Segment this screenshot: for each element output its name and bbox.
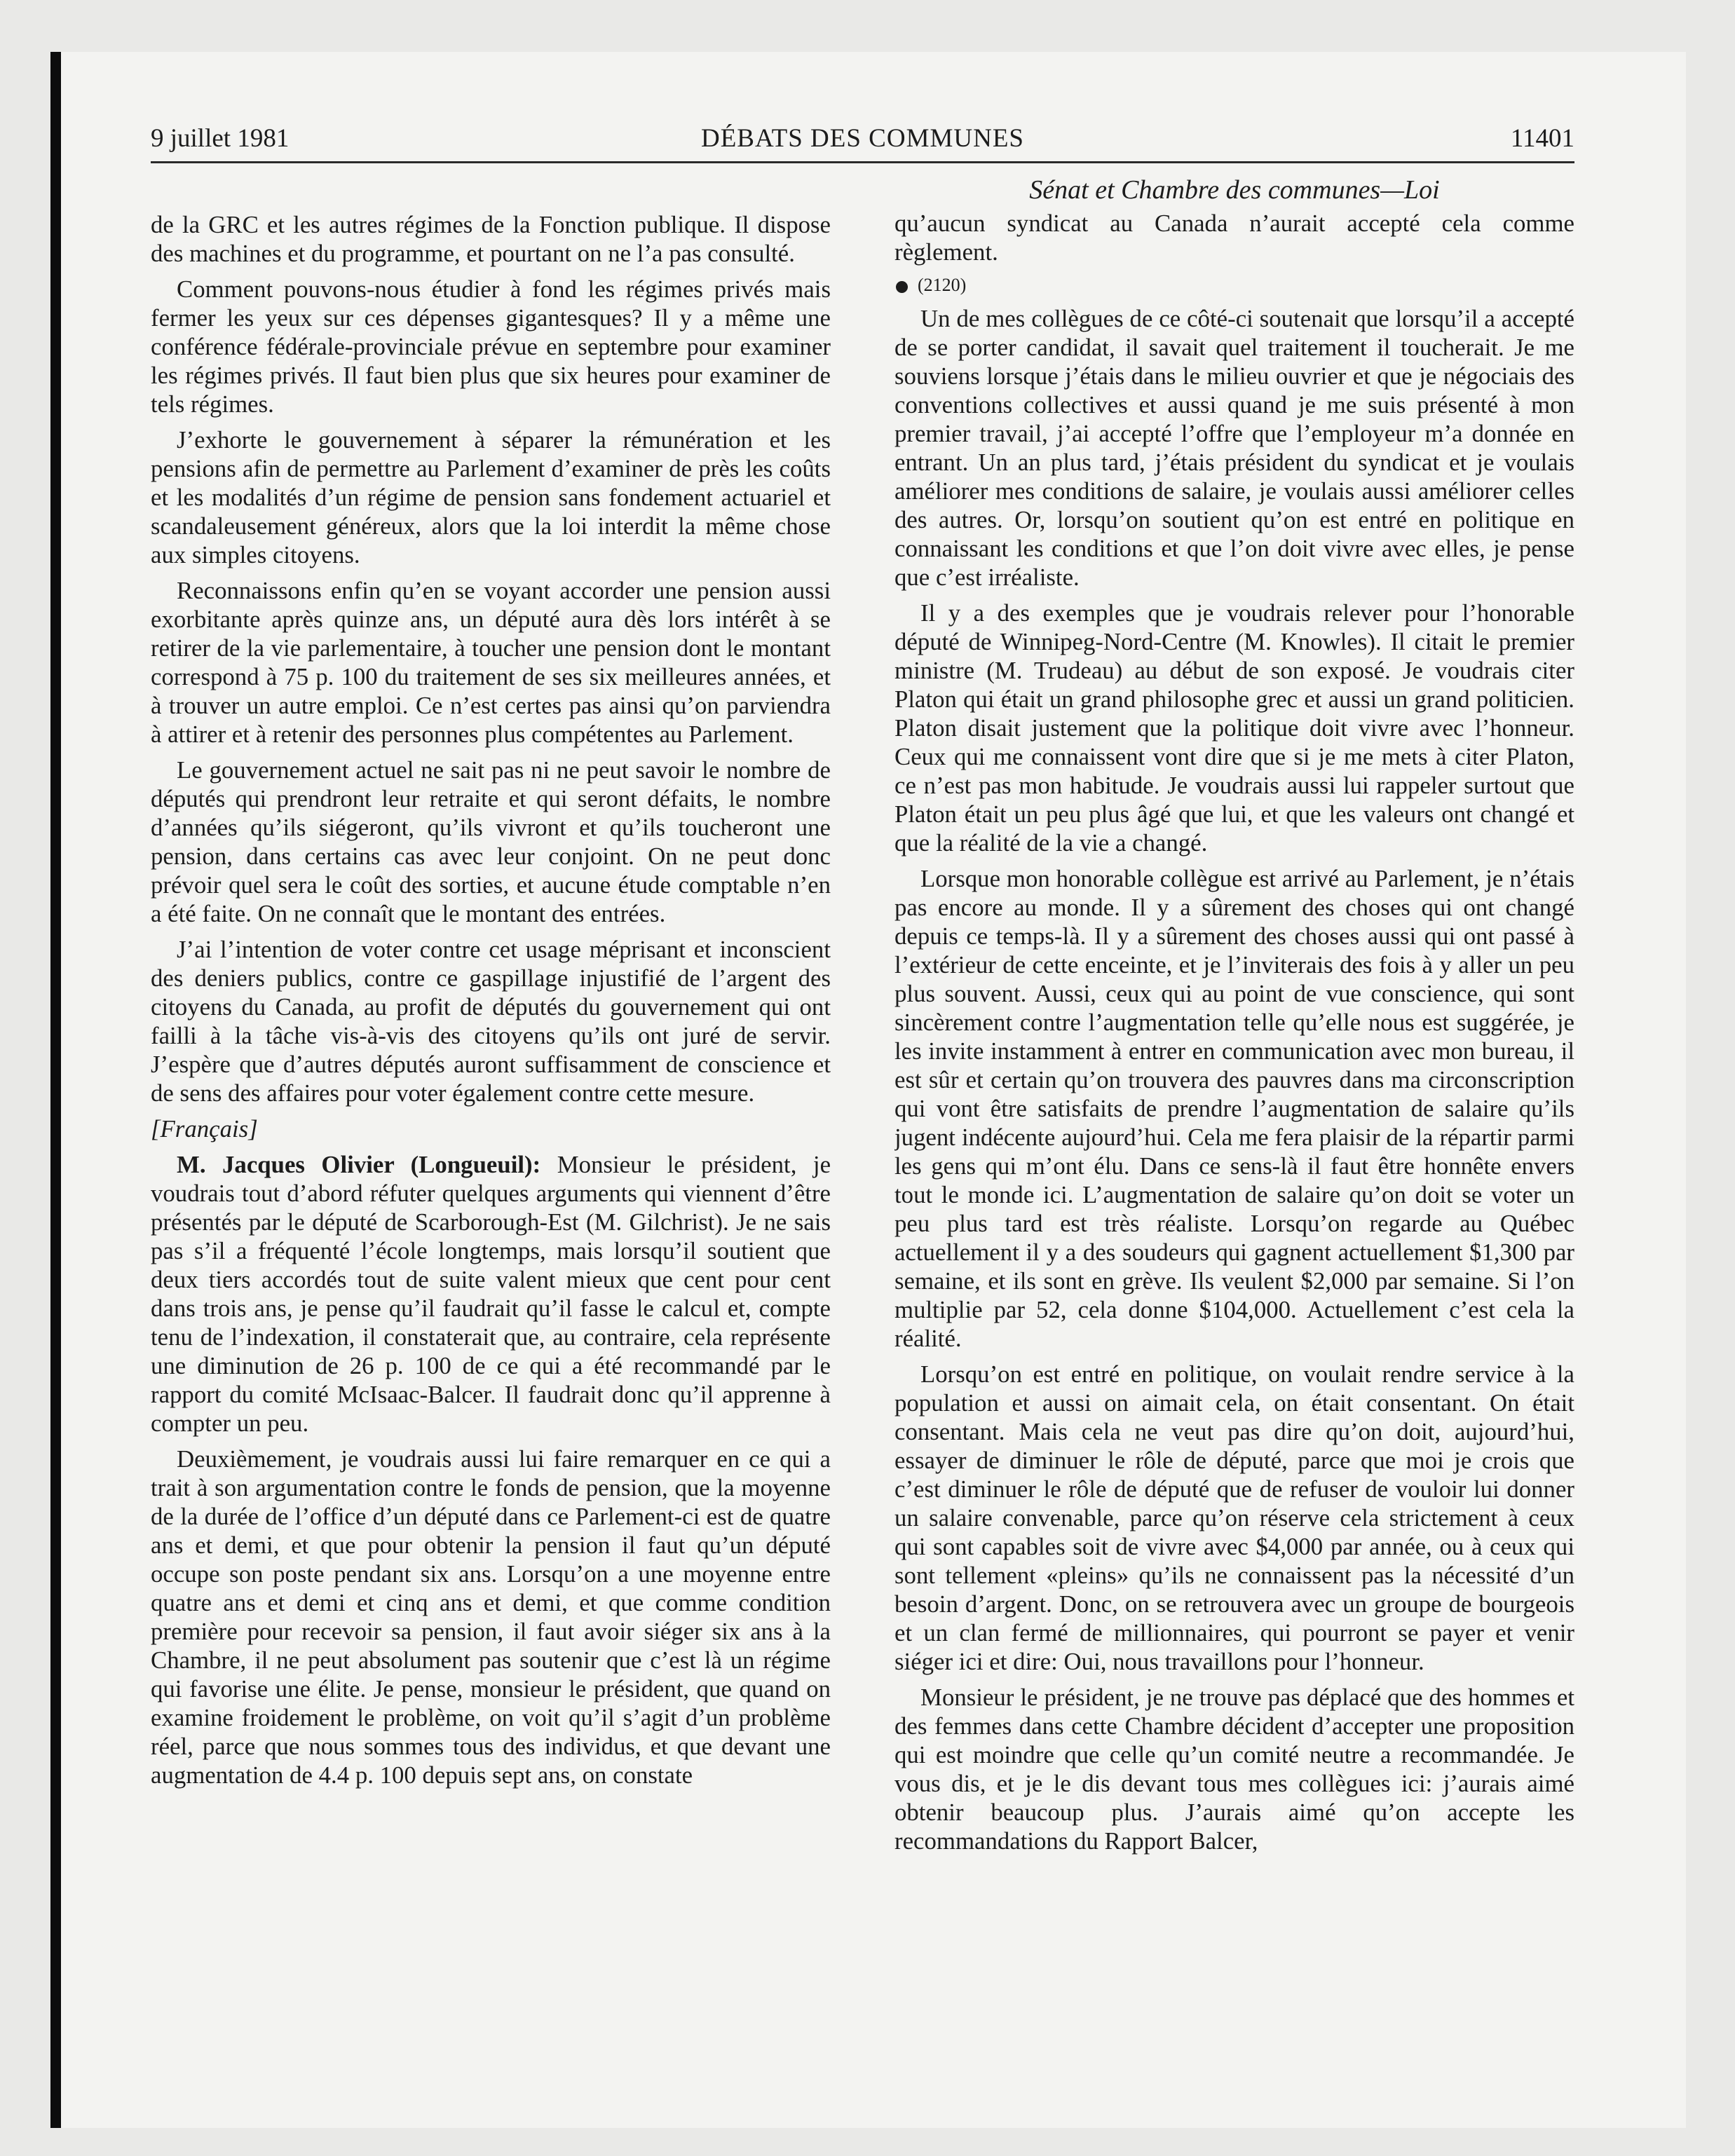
paragraph: qu’aucun syndicat au Canada n’aurait accepté cela comme règlement.: [894, 210, 1574, 266]
paragraph: Reconnaissons enfin qu’en se voyant accorder une pension aussi exorbitante après quinze ans, un député aura dès lors intérêt à se retirer de la vie parlementaire, à toucher une pension dont le montant correspond à 75 p. 100 du traitement de ses six meilleures années, et à trouver un autre emploi. Ce n’est certes pas ainsi qu’on parviendra à attirer et à retenir des personnes plus compétentes au Parlement.: [151, 577, 831, 748]
paragraph: J’exhorte le gouvernement à séparer la rémunération et les pensions afin de permettre au Parlement d’examiner de près les coûts et les modalités d’un régime de pension sans fondement actuariel et scandaleusement généreux, alors que la loi interdit la même chose aux simples citoyens.: [151, 426, 831, 568]
page-number: 11401: [1510, 124, 1574, 153]
paragraph: de la GRC et les autres régimes de la Fonction publique. Il dispose des machines et du programme, et pourtant on ne l’a pas consulté.: [151, 211, 831, 267]
language-marker: [Français]: [151, 1115, 258, 1142]
header-date: 9 juillet 1981: [151, 124, 290, 153]
speech-text: Monsieur le président, je voudrais tout d’abord réfuter quelques arguments qui viennent d’être présentés par le député de Scarborough-Est (M. Gilchrist). Je ne sais pas s’il a fréquenté l’école longtemps, mais lorsqu’il soutient que deux tiers accordés tout de suite valent mieux que cent pour cent dans trois ans, je pense qu’il faudrait qu’il fasse le calcul et, compte tenu de l’indexation, il constaterait que, au contraire, cela représente une diminution de 26 p. 100 de ce qui a été recommandé par le rapport du comité McIsaac-Balcer. Il faudrait donc qu’il apprenne à compter un peu.: [151, 1151, 831, 1437]
paragraph: Il y a des exemples que je voudrais relever pour l’honorable député de Winnipeg-Nord-Centre (M. Knowles). Il citait le premier ministre (M. Trudeau) au début de son exposé. Je voudrais citer Platon qui était un grand philosophe grec et aussi un grand politicien. Platon disait justement que la politique doit vivre avec l’honneur. Ceux qui me connaissent vont dire que si je me mets à citer Platon, ce n’est pas mon habitude. Je voudrais aussi lui rappeler surtout que Platon était un peu plus âgé que lui, et que les valeurs ont changé et que la réalité de la vie a changé.: [894, 599, 1574, 857]
paragraph: Un de mes collègues de ce côté-ci soutenait que lorsqu’il a accepté de se porter candidat, il savait quel traitement il toucherait. Je me souviens lorsque j’étais dans le milieu ouvrier et que je négociais des conventions collectives et aussi quand je me suis présenté à mon premier travail, j’ai accepté l’offre que l’employeur m’a donnée en entrant. Un an plus tard, j’étais président du syndicat et je voulais améliorer mes conditions de salaire, je voulais aussi améliorer celles des autres. Or, lorsqu’on soutient qu’on est entré en politique en connaissant les conditions et que l’on doit vivre avec elles, je pense que c’est irréaliste.: [894, 305, 1574, 591]
right-column: [894, 209, 1574, 2031]
left-column: [151, 210, 831, 2033]
paragraph: J’ai l’intention de voter contre cet usage méprisant et inconscient des deniers publics, contre ce gaspillage injustifié de l’argent des citoyens du Canada, au profit de députés du gouvernement qui ont failli à la tâche vis-à-vis des citoyens qu’ils ont juré de servir. J’espère que d’autres députés auront suffisamment de conscience et de sens des affaires pour voter également contre cette mesure.: [151, 936, 831, 1107]
scan-border: [50, 52, 61, 2128]
paragraph: Deuxièmement, je voudrais aussi lui faire remarquer en ce qui a trait à son argumentation contre le fonds de pension, que la moyenne de la durée de l’office d’un député dans ce Parlement-ci est de quatre ans et demi, et que pour obtenir la pension il faut qu’un député occupe son poste pendant six ans. Lorsqu’on a une moyenne entre quatre ans et demi et cinq ans et demi, et que comme condition première pour recevoir sa pension, il faut avoir siéger six ans à la Chambre, il ne peut absolument pas soutenir que c’est là un régime qui favorise une élite. Je pense, monsieur le président, que quand on examine froidement le problème, on voit qu’il s’agit d’un problème réel, parce que nous sommes tous des individus, et que devant une augmentation de 4.4 p. 100 depuis sept ans, on constate: [151, 1445, 831, 1789]
paragraph: Le gouvernement actuel ne sait pas ni ne peut savoir le nombre de députés qui prendront leur retraite et qui seront défaits, le nombre d’années qu’ils siégeront, qu’ils vivront et qu’ils toucheront une pension, dans certains cas avec leur conjoint. On ne peut donc prévoir quel sera le coût des sorties, et aucune étude comptable n’en a été faite. On ne connaît que le montant des entrées.: [151, 756, 831, 927]
paragraph: Lorsqu’on est entré en politique, on voulait rendre service à la population et aussi on aimait cela, on était consentant. On était consentant. Mais cela ne veut pas dire qu’on doit, aujourd’hui, essayer de diminuer le rôle de député, parce que moi je crois que c’est diminuer le rôle de député que de refuser de vouloir lui donner un salaire convenable, parce qu’on réserve cela strictement à ceux qui sont capables soit de vivre avec $4,000 par année, ou à ceux qui sont tellement «pleins» qu’ils ne connaissent pas la nécessité d’un besoin d’argent. Donc, on se retrouvera avec un groupe de bourgeois et un clan fermé de millionnaires, qui pourront se payer et venir siéger ici et dire: Oui, nous travaillons pour l’honneur.: [894, 1360, 1574, 1675]
bullet-icon: [896, 281, 908, 293]
page-header: [151, 123, 1574, 163]
paragraph: Comment pouvons-nous étudier à fond les régimes privés mais fermer les yeux sur ces dépenses gigantesques? Il y a même une conférence fédérale-provinciale prévue en septembre pour examiner les régimes privés. Il faut bien plus que six heures pour examiner de tels régimes.: [151, 275, 831, 418]
speaker-name: M. Jacques Olivier (Longueuil):: [177, 1151, 541, 1178]
timestamp: [894, 273, 1574, 297]
paragraph: Lorsque mon honorable collègue est arrivé au Parlement, je n’étais pas encore au monde. Il y a sûrement des choses qui ont changé depuis ce temps-là. Il y a sûrement des choses aussi qui ont passé à l’extérieur de cette enceinte, et je l’inviterais des fois à y aller un peu plus souvent. Aussi, ceux qui au point de vue conscience, qui sont sincèrement contre l’augmentation telle qu’elle nous est suggérée, je les invite instamment à entrer en communication avec mon bureau, il est sûr et certain qu’on trouvera des pauvres dans ma circonscription qui vont être satisfaits de prendre l’augmentation de salaire qu’ils jugent indécente aujourd’hui. Cela me fera plaisir de la répartir parmi les gens qui m’ont élu. Dans ce sens-là il faut être honnête envers tout le monde ici. L’augmentation de salaire qu’on doit se voter un peu plus tard est très réaliste. Lorsqu’on regarde au Québec actuellement il y a des soudeurs qui gagnent actuellement $1,300 par semaine, et ils sont en grève. Ils veulent $2,000 par semaine. Si l’on multiplie par 52, cela donne $104,000. Actuellement c’est cela la réalité.: [894, 865, 1574, 1352]
running-title: Sénat et Chambre des communes—Loi: [1029, 175, 1440, 205]
paragraph: Monsieur le président, je ne trouve pas déplacé que des hommes et des femmes dans cette Chambre décident d’accepter une proposition qui est moindre que celle qu’un comité neutre a recommandée. Je vous dis, et je le dis devant tous mes collègues ici: j’aurais aimé obtenir beaucoup plus. J’aurais aimé qu’on accepte les recommandations du Rapport Balcer,: [894, 1684, 1574, 1855]
timestamp-text: (2120): [918, 275, 967, 295]
speech-paragraph: [151, 1150, 831, 1438]
header-title: DÉBATS DES COMMUNES: [700, 124, 1024, 153]
